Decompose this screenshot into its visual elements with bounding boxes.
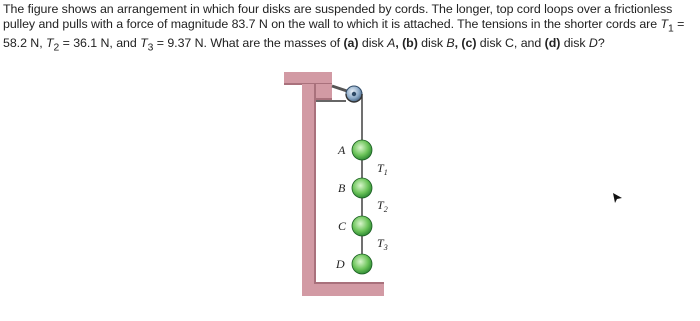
disk-label-a: A [338, 143, 346, 157]
disk-a [352, 140, 372, 160]
disks-figure [276, 64, 391, 304]
disk-label-b: B [338, 181, 346, 195]
problem-text: The figure shows an arrangement in which four disks are suspended by cords. The longer, top cord loops over a frictionless pulley and pulls with a force of magnitude 83.7 N on the wall to which it is attached. The tensions in the shorter cords are $T_1 = 58.2$ N, $T_2 = 36.1$ N, and $T_3 = 9.37$ N. What are the masses of (a) disk A, (b) disk B, (c) disk C, and (d) disk D? [3, 2, 685, 54]
disk-b [352, 178, 372, 198]
tension-label-t1: $T_1$ [377, 161, 388, 177]
disk-label-c: C [338, 219, 347, 233]
disk-label-d: D [336, 257, 345, 271]
disk-c [352, 216, 372, 236]
pulley [332, 86, 362, 102]
tension-label-t2: $T_2$ [377, 198, 388, 214]
tension-label-t3: $T_3$ [377, 236, 388, 252]
mouse-cursor-icon [610, 191, 624, 205]
disk-d [352, 254, 372, 274]
